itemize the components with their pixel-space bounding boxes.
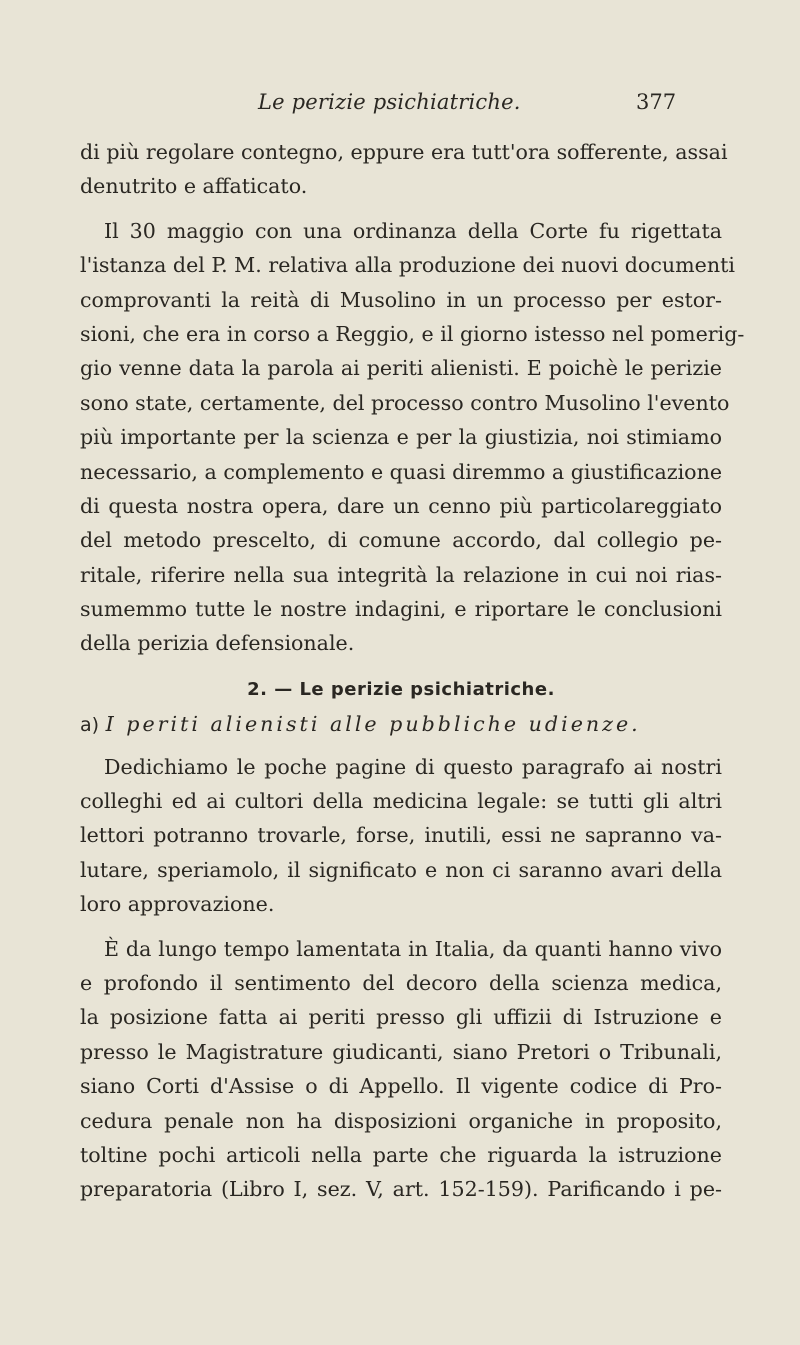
text-line: sumemmo tutte le nostre indagini, e riportare le conclusioni <box>80 597 722 622</box>
paragraph-4 <box>80 932 722 1207</box>
text-line: colleghi ed ai cultori della medicina legale: se tutti gli altri <box>80 789 722 814</box>
text-line: l'istanza del P. M. relativa alla produzione dei nuovi documenti <box>80 253 735 278</box>
text-line: Dedichiamo le poche pagine di questo paragrafo ai nostri <box>104 754 722 779</box>
text-line: sioni, che era in corso a Reggio, e il giorno istesso nel pomerig- <box>80 321 745 346</box>
text-line: e profondo il sentimento del decoro della scienza medica, <box>80 970 722 995</box>
text-line: necessario, a complemento e quasi diremmo a giustificazione <box>80 459 723 484</box>
text-line: siano Corti d'Assise o di Appello. Il vigente codice di Pro- <box>80 1074 722 1099</box>
text-line: sono state, certamente, del processo contro Musolino l'evento <box>80 390 730 415</box>
paragraph-2 <box>80 214 745 661</box>
text-line: denutrito e affaticato. <box>80 174 308 199</box>
text-line: la posizione fatta ai periti presso gli uffizii di Istruzione e <box>80 1005 722 1030</box>
subsection-heading <box>80 707 722 741</box>
text-line: È da lungo tempo lamentata in Italia, da quanti hanno vivo <box>104 936 722 961</box>
text-line: del metodo prescelto, di comune accordo, dal collegio pe- <box>80 528 722 553</box>
page-number: 377 <box>636 90 677 114</box>
running-title: Le perizie psichiatriche. <box>258 90 521 114</box>
body-text <box>80 135 745 1207</box>
section-heading: 2. — Le perizie psichiatriche. <box>247 678 555 700</box>
text-line: lutare, speriamolo, il significato e non ci saranno avari della <box>80 857 722 882</box>
text-line: più importante per la scienza e per la giustizia, noi stimiamo <box>80 425 722 450</box>
text-line: presso le Magistrature giudicanti, siano Pretori o Tribunali, <box>80 1039 722 1064</box>
text-line: di questa nostra opera, dare un cenno più particolareggiato <box>80 493 722 518</box>
text-line: loro approvazione. <box>80 892 275 917</box>
subsection-marker: a) <box>80 714 100 737</box>
text-line: gio venne data la parola ai periti alienisti. E poichè le perizie <box>80 356 722 381</box>
text-line: preparatoria (Libro I, sez. V, art. 152-159). Parificando i pe- <box>80 1177 722 1202</box>
text-line: di più regolare contegno, eppure era tutt'ora sofferente, assai <box>80 140 728 164</box>
text-line: ritale, riferire nella sua integrità la relazione in cui noi rias- <box>80 562 722 587</box>
text-line: comprovanti la reità di Musolino in un processo per estor- <box>80 287 722 312</box>
text-line: Il 30 maggio con una ordinanza della Corte fu rigettata <box>104 218 722 243</box>
paragraph-1 <box>80 135 728 204</box>
paragraph-3 <box>80 750 722 922</box>
text-line: cedura penale non ha disposizioni organiche in proposito, <box>80 1108 722 1133</box>
text-line: lettori potranno trovarle, forse, inutili, essi ne sapranno va- <box>80 823 722 848</box>
subsection-title: I periti alienisti alle pubbliche udienze. <box>105 712 641 737</box>
text-line: toltine pochi articoli nella parte che riguarda la istruzione <box>80 1142 722 1167</box>
text-line: della perizia defensionale. <box>80 631 355 656</box>
